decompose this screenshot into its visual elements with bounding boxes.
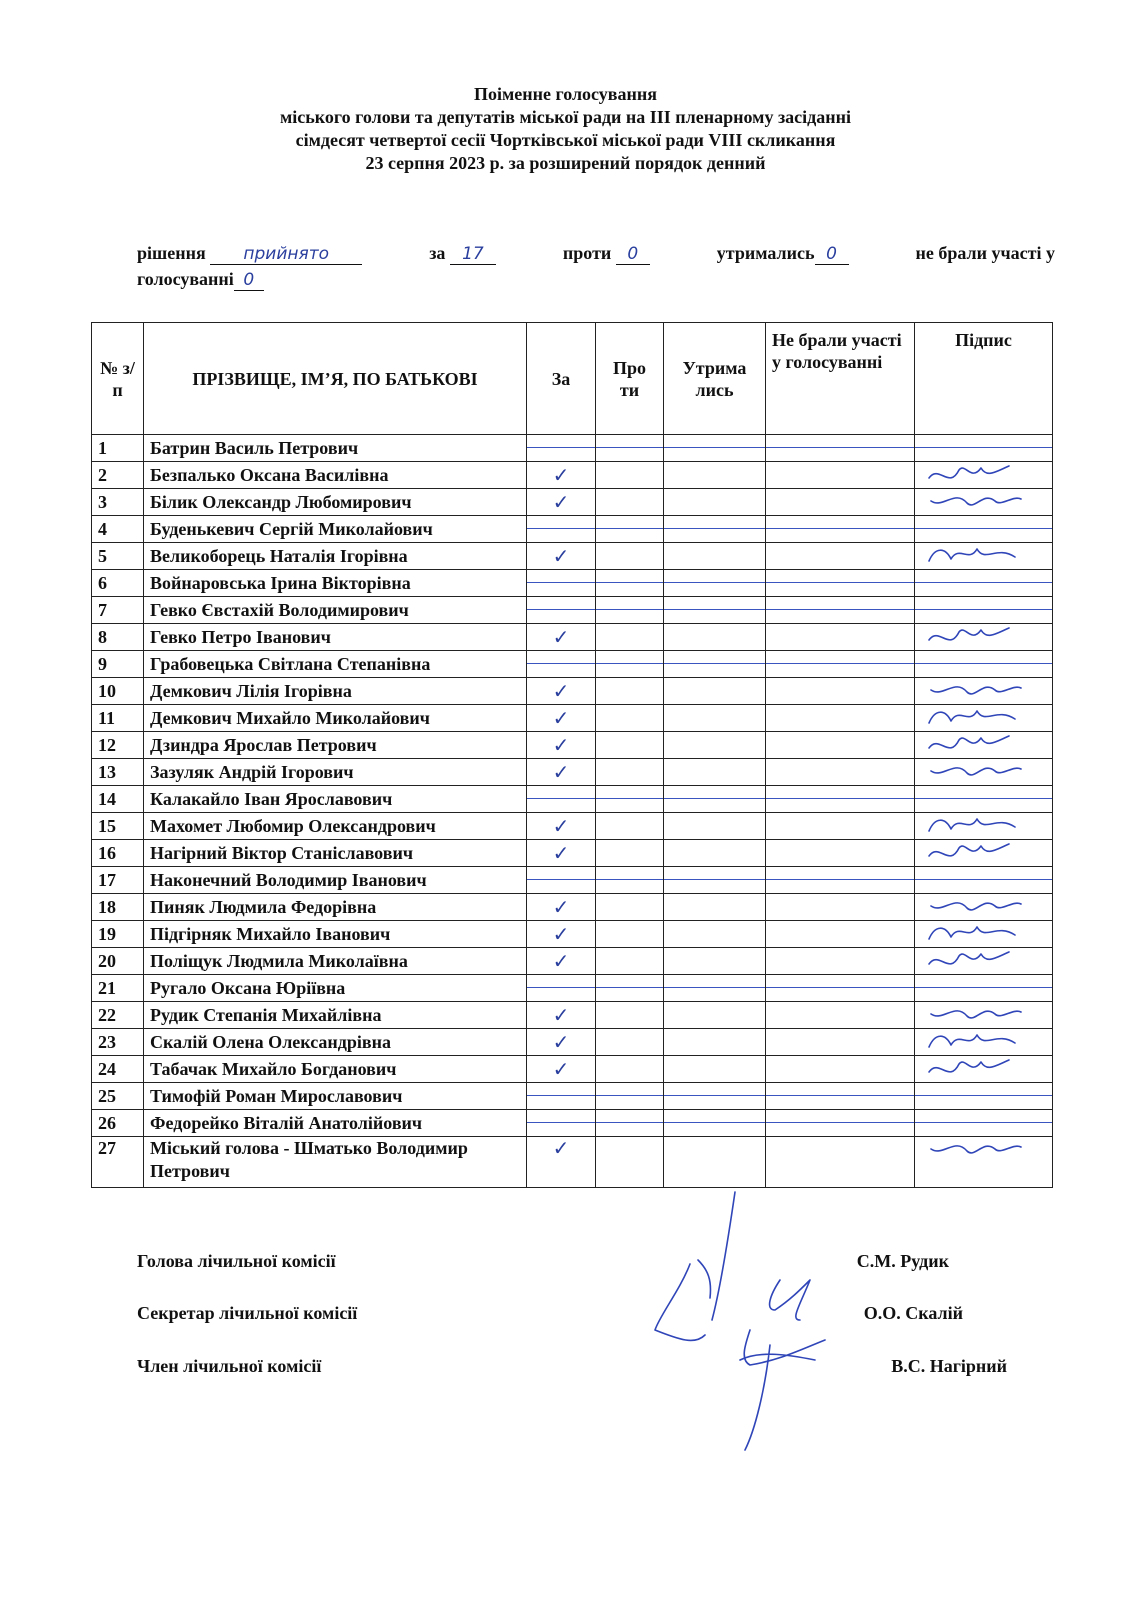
deputy-name: Тимофій Роман Мирославович <box>144 1083 527 1110</box>
deputy-name: Буденькевич Сергій Миколайович <box>144 516 527 543</box>
signature-scribble <box>925 489 1035 516</box>
deputy-name: Ругало Оксана Юріївна <box>144 975 527 1002</box>
row-number: 12 <box>92 732 144 759</box>
vote-abstained-cell <box>664 651 766 678</box>
signature-cell <box>915 570 1053 597</box>
vote-abstained-cell <box>664 732 766 759</box>
vote-not-participated-cell <box>766 624 915 651</box>
table-row <box>92 975 1053 1002</box>
signature-cell <box>915 813 1053 840</box>
against-label: проти <box>562 243 612 263</box>
signature-cell <box>915 1110 1053 1137</box>
vote-for-cell: ✓ <box>527 732 596 759</box>
table-row <box>92 813 1053 840</box>
deputy-name: Рудик Степанія Михайлівна <box>144 1002 527 1029</box>
vote-against-cell <box>596 921 664 948</box>
vote-against-cell <box>596 786 664 813</box>
vote-abstained-cell <box>664 462 766 489</box>
row-number: 10 <box>92 678 144 705</box>
vote-abstained-cell <box>664 759 766 786</box>
signature-cell <box>915 516 1053 543</box>
title-line-3: сімдесят четвертої сесії Чортківської міської ради VIII скликання <box>295 130 836 150</box>
vote-against-cell <box>596 489 664 516</box>
table-row <box>92 462 1053 489</box>
vote-not-participated-cell <box>766 462 915 489</box>
vote-not-participated-cell <box>766 570 915 597</box>
vote-for-cell <box>527 1083 596 1110</box>
signature-cell <box>915 435 1053 462</box>
vote-for-cell: ✓ <box>527 1137 596 1188</box>
vote-for-cell: ✓ <box>527 921 596 948</box>
vote-abstained-cell <box>664 1002 766 1029</box>
vote-for-cell: ✓ <box>527 543 596 570</box>
vote-table <box>91 322 1053 1188</box>
header-not-participated: Не брали участі у голосуванні <box>766 323 915 435</box>
vote-not-participated-cell <box>766 435 915 462</box>
vote-abstained-cell <box>664 894 766 921</box>
signature-cell <box>915 543 1053 570</box>
vote-for-cell <box>527 867 596 894</box>
vote-for-cell: ✓ <box>527 948 596 975</box>
vote-not-participated-cell <box>766 813 915 840</box>
title-line-4: 23 серпня 2023 р. за розширений порядок денний <box>365 153 766 173</box>
row-number: 22 <box>92 1002 144 1029</box>
row-number: 3 <box>92 489 144 516</box>
deputy-name: Войнаровська Ірина Вікторівна <box>144 570 527 597</box>
deputy-name: Підгірняк Михайло Іванович <box>144 921 527 948</box>
header-name: ПРІЗВИЩЕ, ІМ’Я, ПО БАТЬКОВІ <box>144 323 527 435</box>
vote-abstained-cell <box>664 624 766 651</box>
vote-abstained-cell <box>664 1083 766 1110</box>
row-number: 15 <box>92 813 144 840</box>
row-number: 7 <box>92 597 144 624</box>
vote-for-cell: ✓ <box>527 840 596 867</box>
vote-not-participated-cell <box>766 516 915 543</box>
vote-not-participated-cell <box>766 678 915 705</box>
row-number: 26 <box>92 1110 144 1137</box>
signature-cell <box>915 624 1053 651</box>
table-row <box>92 624 1053 651</box>
secretary-role: Секретар лічильної комісії <box>137 1303 358 1323</box>
vote-not-participated-cell <box>766 705 915 732</box>
deputy-name: Батрин Василь Петрович <box>144 435 527 462</box>
vote-summary <box>137 240 1055 292</box>
not-participated-count: 0 <box>234 270 264 291</box>
table-row <box>92 597 1053 624</box>
signature-cell <box>915 840 1053 867</box>
vote-for-cell <box>527 435 596 462</box>
signature-cell <box>915 1083 1053 1110</box>
row-number: 13 <box>92 759 144 786</box>
vote-abstained-cell <box>664 516 766 543</box>
vote-abstained-cell <box>664 840 766 867</box>
signature-cell <box>915 597 1053 624</box>
signature-cell <box>915 786 1053 813</box>
vote-not-participated-cell <box>766 759 915 786</box>
signature-cell <box>915 705 1053 732</box>
deputy-name: Махомет Любомир Олександрович <box>144 813 527 840</box>
deputy-name: Скалій Олена Олександрівна <box>144 1029 527 1056</box>
vote-not-participated-cell <box>766 543 915 570</box>
table-row <box>92 786 1053 813</box>
vote-for-cell <box>527 597 596 624</box>
table-row <box>92 570 1053 597</box>
signature-cell <box>915 489 1053 516</box>
table-row <box>92 1137 1053 1188</box>
header-for: За <box>527 323 596 435</box>
vote-abstained-cell <box>664 921 766 948</box>
signature-cell <box>915 867 1053 894</box>
vote-abstained-cell <box>664 786 766 813</box>
header-num: № з/п <box>92 323 144 435</box>
vote-for-cell: ✓ <box>527 1056 596 1083</box>
decision-value: прийнято <box>210 244 362 265</box>
signature-cell <box>915 1002 1053 1029</box>
vote-abstained-cell <box>664 435 766 462</box>
signature-cell <box>915 732 1053 759</box>
table-row <box>92 948 1053 975</box>
header-signature: Підпис <box>915 323 1053 435</box>
deputy-name: Міський голова - Шматько Володимир Петрович <box>144 1137 527 1188</box>
deputy-name: Демкович Михайло Миколайович <box>144 705 527 732</box>
vote-against-cell <box>596 759 664 786</box>
vote-against-cell <box>596 678 664 705</box>
row-number: 16 <box>92 840 144 867</box>
chair-role: Голова лічильної комісії <box>137 1251 336 1271</box>
deputy-name: Білик Олександр Любомирович <box>144 489 527 516</box>
signature-scribble <box>925 894 1035 921</box>
vote-against-cell <box>596 1083 664 1110</box>
deputy-name: Нагірний Віктор Станіславович <box>144 840 527 867</box>
signature-cell <box>915 651 1053 678</box>
signature-scribble <box>925 759 1035 786</box>
vote-against-cell <box>596 975 664 1002</box>
table-row <box>92 1056 1053 1083</box>
signature-cell <box>915 975 1053 1002</box>
vote-against-cell <box>596 462 664 489</box>
row-number: 25 <box>92 1083 144 1110</box>
table-row <box>92 516 1053 543</box>
table-row <box>92 921 1053 948</box>
row-number: 5 <box>92 543 144 570</box>
table-row <box>92 1002 1053 1029</box>
vote-not-participated-cell <box>766 489 915 516</box>
member-name: В.С. Нагірний <box>891 1356 1007 1376</box>
vote-not-participated-cell <box>766 1083 915 1110</box>
vote-abstained-cell <box>664 975 766 1002</box>
signature-cell <box>915 1056 1053 1083</box>
vote-abstained-cell <box>664 1110 766 1137</box>
table-row <box>92 678 1053 705</box>
vote-against-cell <box>596 435 664 462</box>
vote-abstained-cell <box>664 1056 766 1083</box>
signature-scribble <box>925 1056 1035 1083</box>
vote-not-participated-cell <box>766 867 915 894</box>
deputy-name: Поліщук Людмила Миколаївна <box>144 948 527 975</box>
vote-abstained-cell <box>664 948 766 975</box>
vote-not-participated-cell <box>766 975 915 1002</box>
vote-against-cell <box>596 840 664 867</box>
deputy-name: Федорейко Віталій Анатолійович <box>144 1110 527 1137</box>
deputy-name: Демкович Лілія Ігорівна <box>144 678 527 705</box>
table-row <box>92 651 1053 678</box>
deputy-name: Великоборець Наталія Ігорівна <box>144 543 527 570</box>
vote-against-cell <box>596 705 664 732</box>
signature-scribble <box>925 705 1035 732</box>
row-number: 27 <box>92 1137 144 1188</box>
vote-against-cell <box>596 651 664 678</box>
row-number: 2 <box>92 462 144 489</box>
signature-scribble <box>925 813 1035 840</box>
title-line-2: міського голови та депутатів міської ради на ІІІ пленарному засіданні <box>279 107 852 127</box>
vote-not-participated-cell <box>766 1056 915 1083</box>
row-number: 18 <box>92 894 144 921</box>
table-row <box>92 840 1053 867</box>
signature-scribble <box>925 921 1035 948</box>
title-line-1: Поіменне голосування <box>473 84 658 104</box>
vote-abstained-cell <box>664 813 766 840</box>
deputy-name: Грабовецька Світлана Степанівна <box>144 651 527 678</box>
signature-cell <box>915 921 1053 948</box>
decision-label: рішення <box>137 243 206 263</box>
header-against: Про ти <box>596 323 664 435</box>
signature-scribble <box>925 840 1035 867</box>
row-number: 20 <box>92 948 144 975</box>
row-number: 24 <box>92 1056 144 1083</box>
table-row <box>92 894 1053 921</box>
table-row <box>92 732 1053 759</box>
not-participated-label-cont: голосуванні <box>137 269 234 289</box>
vote-for-cell: ✓ <box>527 489 596 516</box>
signature-cell <box>915 1137 1053 1188</box>
vote-against-cell <box>596 894 664 921</box>
signature-cell <box>915 759 1053 786</box>
abstained-count: 0 <box>815 244 849 265</box>
vote-for-cell: ✓ <box>527 1002 596 1029</box>
signature-scribble <box>925 543 1035 570</box>
vote-for-cell <box>527 570 596 597</box>
vote-for-cell: ✓ <box>527 678 596 705</box>
row-number: 23 <box>92 1029 144 1056</box>
vote-against-cell <box>596 1110 664 1137</box>
vote-abstained-cell <box>664 678 766 705</box>
vote-abstained-cell <box>664 705 766 732</box>
vote-against-cell <box>596 597 664 624</box>
vote-not-participated-cell <box>766 651 915 678</box>
vote-against-cell <box>596 516 664 543</box>
for-count: 17 <box>450 244 496 265</box>
vote-not-participated-cell <box>766 840 915 867</box>
vote-against-cell <box>596 1029 664 1056</box>
signature-scribble <box>925 1002 1035 1029</box>
row-number: 21 <box>92 975 144 1002</box>
vote-against-cell <box>596 570 664 597</box>
signature-scribble <box>925 732 1035 759</box>
vote-for-cell: ✓ <box>527 1029 596 1056</box>
signature-scribble <box>925 462 1035 489</box>
deputy-name: Зазуляк Андрій Ігорович <box>144 759 527 786</box>
vote-not-participated-cell <box>766 1029 915 1056</box>
vote-against-cell <box>596 813 664 840</box>
signature-scribble <box>925 678 1035 705</box>
row-number: 1 <box>92 435 144 462</box>
row-number: 9 <box>92 651 144 678</box>
secretary-name: О.О. Скалій <box>863 1303 963 1323</box>
vote-not-participated-cell <box>766 732 915 759</box>
deputy-name: Калакайло Іван Ярославович <box>144 786 527 813</box>
table-row <box>92 705 1053 732</box>
signature-cell <box>915 894 1053 921</box>
vote-for-cell <box>527 1110 596 1137</box>
table-row <box>92 489 1053 516</box>
vote-abstained-cell <box>664 543 766 570</box>
vote-abstained-cell <box>664 489 766 516</box>
vote-not-participated-cell <box>766 597 915 624</box>
vote-for-cell: ✓ <box>527 705 596 732</box>
signature-cell <box>915 1029 1053 1056</box>
signature-scribble <box>925 624 1035 651</box>
row-number: 8 <box>92 624 144 651</box>
vote-not-participated-cell <box>766 921 915 948</box>
signature-scribble <box>925 1137 1035 1164</box>
deputy-name: Дзиндра Ярослав Петрович <box>144 732 527 759</box>
member-role: Член лічильної комісії <box>137 1356 322 1376</box>
vote-for-cell <box>527 516 596 543</box>
vote-for-cell <box>527 651 596 678</box>
table-row <box>92 435 1053 462</box>
signature-cell <box>915 462 1053 489</box>
table-row <box>92 759 1053 786</box>
row-number: 4 <box>92 516 144 543</box>
abstained-label: утримались <box>716 243 815 263</box>
vote-against-cell <box>596 624 664 651</box>
table-row <box>92 543 1053 570</box>
vote-for-cell <box>527 786 596 813</box>
deputy-name: Наконечний Володимир Іванович <box>144 867 527 894</box>
signature-cell <box>915 948 1053 975</box>
row-number: 14 <box>92 786 144 813</box>
table-row <box>92 1110 1053 1137</box>
deputy-name: Табачак Михайло Богданович <box>144 1056 527 1083</box>
vote-abstained-cell <box>664 1029 766 1056</box>
vote-for-cell: ✓ <box>527 462 596 489</box>
not-participated-label: не брали участі у <box>915 243 1055 263</box>
commission-signatures <box>650 1180 870 1460</box>
table-row <box>92 1029 1053 1056</box>
vote-not-participated-cell <box>766 1110 915 1137</box>
vote-abstained-cell <box>664 570 766 597</box>
row-number: 6 <box>92 570 144 597</box>
vote-not-participated-cell <box>766 894 915 921</box>
vote-for-cell <box>527 975 596 1002</box>
vote-against-cell <box>596 867 664 894</box>
vote-against-cell <box>596 732 664 759</box>
chair-name: С.М. Рудик <box>856 1251 949 1271</box>
table-row <box>92 867 1053 894</box>
vote-for-cell: ✓ <box>527 813 596 840</box>
vote-not-participated-cell <box>766 786 915 813</box>
table-row <box>92 1083 1053 1110</box>
vote-abstained-cell <box>664 597 766 624</box>
signature-cell <box>915 678 1053 705</box>
for-label: за <box>429 243 446 263</box>
vote-against-cell <box>596 1056 664 1083</box>
signature-scribble <box>925 1029 1035 1056</box>
vote-against-cell <box>596 543 664 570</box>
vote-abstained-cell <box>664 867 766 894</box>
vote-for-cell: ✓ <box>527 894 596 921</box>
vote-for-cell: ✓ <box>527 624 596 651</box>
vote-not-participated-cell <box>766 948 915 975</box>
deputy-name: Гевко Євстахій Володимирович <box>144 597 527 624</box>
row-number: 11 <box>92 705 144 732</box>
vote-not-participated-cell <box>766 1002 915 1029</box>
vote-against-cell <box>596 948 664 975</box>
deputy-name: Безпалько Оксана Василівна <box>144 462 527 489</box>
deputy-name: Пиняк Людмила Федорівна <box>144 894 527 921</box>
vote-for-cell: ✓ <box>527 759 596 786</box>
deputy-name: Гевко Петро Іванович <box>144 624 527 651</box>
signature-scribble <box>925 948 1035 975</box>
row-number: 17 <box>92 867 144 894</box>
against-count: 0 <box>616 244 650 265</box>
document-title <box>0 83 1131 175</box>
row-number: 19 <box>92 921 144 948</box>
header-abstained: Утрима лись <box>664 323 766 435</box>
table-header-row <box>92 323 1053 435</box>
vote-against-cell <box>596 1002 664 1029</box>
